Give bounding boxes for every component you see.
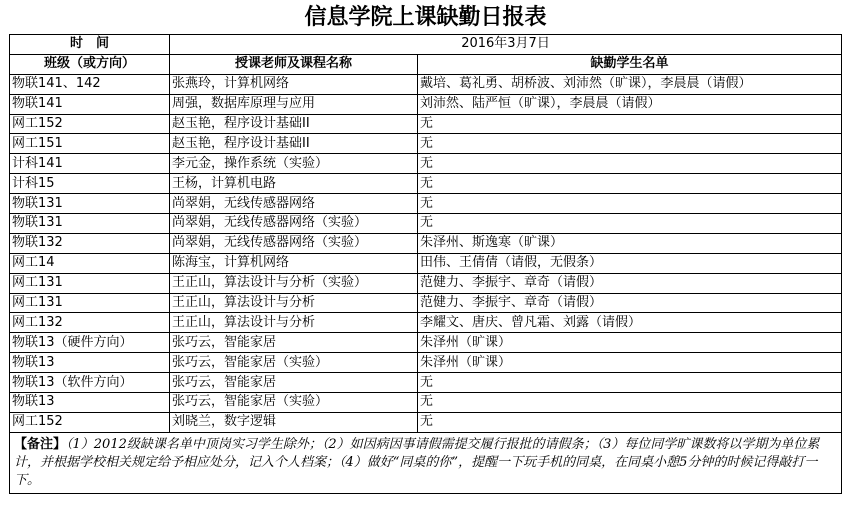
teacher-course-cell: 王正山，算法设计与分析 [170, 313, 418, 333]
note-label: 【备注】 [14, 436, 67, 452]
teacher-course-cell: 王正山，算法设计与分析 [170, 293, 418, 313]
date-row [10, 35, 842, 55]
absent-students-cell: 朱泽州（旷课） [418, 333, 842, 353]
table-row [10, 134, 842, 154]
table-row [10, 74, 842, 94]
table-row [10, 353, 842, 373]
absent-students-cell: 田伟、王倩倩（请假，无假条） [418, 253, 842, 273]
absent-students-cell: 朱泽州（旷课） [418, 353, 842, 373]
absent-students-cell: 无 [418, 194, 842, 214]
class-cell: 计科15 [10, 174, 170, 194]
table-row [10, 333, 842, 353]
absent-students-cell: 无 [418, 373, 842, 393]
absent-students-cell: 范健力、李振宇、章奇（请假） [418, 273, 842, 293]
class-cell: 网工152 [10, 412, 170, 432]
teacher-course-cell: 王杨，计算机电路 [170, 174, 418, 194]
class-cell: 物联13（硬件方向） [10, 333, 170, 353]
absent-students-cell: 李耀文、唐庆、曾凡霜、刘露（请假） [418, 313, 842, 333]
teacher-course-cell: 张燕玲，计算机网络 [170, 74, 418, 94]
teacher-course-cell: 尚翠娟，无线传感器网络（实验） [170, 233, 418, 253]
class-cell: 物联141、142 [10, 74, 170, 94]
table-row [10, 412, 842, 432]
absent-students-cell: 戴培、葛礼勇、胡桥波、刘沛然（旷课），李晨晨（请假） [418, 74, 842, 94]
absent-students-cell: 无 [418, 174, 842, 194]
teacher-course-cell: 刘晓兰，数字逻辑 [170, 412, 418, 432]
teacher-course-cell: 张巧云，智能家居 [170, 373, 418, 393]
table-row [10, 94, 842, 114]
absent-students-cell: 范健力、李振宇、章奇（请假） [418, 293, 842, 313]
absent-students-cell: 无 [418, 412, 842, 432]
note-text: （1）2012级缺课名单中顶岗实习学生除外；（2）如因病因事请假需提交履行报批的请假条；（3）每位同学旷课数将以学期为单位累计，并根据学校相关规定给予相应处分，记入个人档案；（4）做好“同桌的你”，提醒一下玩手机的同桌，在同桌小憩5分钟的时候记得敲打一下。 [14, 436, 820, 488]
absent-students-cell: 无 [418, 154, 842, 174]
teacher-course-cell: 王正山，算法设计与分析（实验） [170, 273, 418, 293]
teacher-course-cell: 周强，数据库原理与应用 [170, 94, 418, 114]
absent-students-cell: 无 [418, 393, 842, 413]
class-cell: 物联13（软件方向） [10, 373, 170, 393]
absent-students-cell: 无 [418, 134, 842, 154]
attendance-table [9, 34, 842, 494]
page-title: 信息学院上课缺勤日报表 [304, 4, 547, 30]
note-row [10, 432, 842, 493]
table-row [10, 154, 842, 174]
class-cell: 网工151 [10, 134, 170, 154]
class-cell: 物联131 [10, 214, 170, 234]
table-row [10, 273, 842, 293]
note-cell [10, 432, 842, 493]
table-row [10, 114, 842, 134]
table-row [10, 393, 842, 413]
table-body [10, 35, 842, 433]
absent-students-cell: 无 [418, 114, 842, 134]
teacher-course-cell: 张巧云，智能家居 [170, 333, 418, 353]
table-row [10, 313, 842, 333]
column-header-class: 班级（或方向） [10, 54, 170, 74]
table-row [10, 373, 842, 393]
class-cell: 网工152 [10, 114, 170, 134]
class-cell: 网工131 [10, 273, 170, 293]
teacher-course-cell: 尚翠娟，无线传感器网络 [170, 194, 418, 214]
class-cell: 计科141 [10, 154, 170, 174]
absent-students-cell: 无 [418, 214, 842, 234]
time-label: 时 间 [10, 35, 170, 55]
table-row [10, 174, 842, 194]
teacher-course-cell: 李元金，操作系统（实验） [170, 154, 418, 174]
table-row [10, 194, 842, 214]
class-cell: 物联13 [10, 353, 170, 373]
column-header-absent: 缺勤学生名单 [418, 54, 842, 74]
absent-students-cell: 刘沛然、陆严恒（旷课），李晨晨（请假） [418, 94, 842, 114]
column-header-teacher: 授课老师及课程名称 [170, 54, 418, 74]
teacher-course-cell: 张巧云，智能家居（实验） [170, 353, 418, 373]
class-cell: 物联132 [10, 233, 170, 253]
table-row [10, 253, 842, 273]
teacher-course-cell: 张巧云，智能家居（实验） [170, 393, 418, 413]
class-cell: 网工132 [10, 313, 170, 333]
table-row [10, 293, 842, 313]
teacher-course-cell: 赵玉艳，程序设计基础II [170, 114, 418, 134]
class-cell: 物联13 [10, 393, 170, 413]
class-cell: 物联141 [10, 94, 170, 114]
column-header-row [10, 54, 842, 74]
teacher-course-cell: 尚翠娟，无线传感器网络（实验） [170, 214, 418, 234]
teacher-course-cell: 赵玉艳，程序设计基础II [170, 134, 418, 154]
report-date: 2016年3月7日 [170, 35, 842, 55]
teacher-course-cell: 陈海宝，计算机网络 [170, 253, 418, 273]
note-section [10, 432, 842, 493]
table-row [10, 214, 842, 234]
table-row [10, 233, 842, 253]
class-cell: 网工14 [10, 253, 170, 273]
class-cell: 物联131 [10, 194, 170, 214]
absent-students-cell: 朱泽州、斯逸寒（旷课） [418, 233, 842, 253]
class-cell: 网工131 [10, 293, 170, 313]
